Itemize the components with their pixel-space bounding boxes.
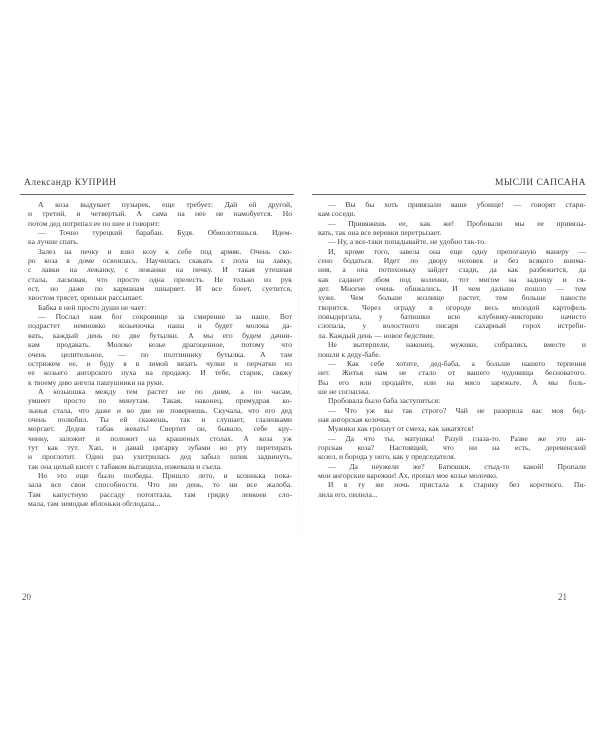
text-line: ная ангорская козочка. [318, 414, 391, 424]
text-line: ния, а она потихоньку зайдет сзади, да как разбежится, да [318, 265, 586, 275]
book-gutter [298, 170, 299, 610]
text-line: ка лучше спать. [28, 237, 79, 247]
right-running-head-text: МЫСЛИ САПСАНА [494, 178, 586, 188]
text-line: с лавки на лежанку, с лежанки на печку. И такая утешная [28, 265, 292, 275]
text-line: сено бодаться. Идет по двору человек и без всякого внима- [318, 256, 586, 266]
text-line: пошли к деду-бабе. [318, 349, 381, 359]
text-line: ше не согласны. [318, 386, 370, 396]
text-line: зынья стала, что даже и во две не повернешь. Скучала, что его дед [28, 405, 292, 415]
text-line: И в ту же ночь пристала к старику без короткого. Пи- [328, 480, 586, 490]
text-line: Но это еще было полбеды. Пришло лето, и козинька пока- [38, 470, 292, 480]
text-line: подрастет немножко козьеночка наша и будет молока да- [28, 321, 292, 331]
text-line: слопала, у волостного писаря сахарный горох истреби- [318, 321, 586, 331]
left-body-text [28, 200, 292, 508]
text-line: козел, и борода у него, как у председателя. [318, 452, 456, 462]
text-line: лила его, пилила... [318, 489, 378, 499]
text-line: ро коза в доме освоилась. Научилась скакать с пола на лавку, [28, 256, 292, 266]
text-line: мои ангорские варежки! Ах, пропал мое козье молочко. [318, 470, 498, 480]
text-line: очень целительное, — по полтиннику бутылка. А там [28, 349, 292, 359]
text-line: Не вытерпели, наконец, мужики, собрались вместе и [328, 340, 586, 350]
text-line: мала, там зимодые яблоньки обглодала... [28, 499, 161, 508]
text-line: ест, но даже по карманам шныряет. И все блеет, суетится, [28, 284, 292, 294]
text-line: умнеет просто по минутам. Такая, наконец, премудрая ко- [28, 396, 292, 406]
text-line: дет. Многие очень обижались. И чем дальше пошло — тем [318, 284, 586, 294]
text-line: — Что уж вы так строго? Чай не разорила вас моя бед- [328, 405, 586, 415]
left-header-rule [20, 194, 294, 195]
right-page [312, 178, 586, 499]
right-body-text [318, 200, 586, 499]
text-line: ла. Каждый день — новое бедствие. [318, 330, 435, 340]
text-line: к твоему дню ангела пашушники на руки. [28, 377, 164, 387]
text-line: очень полюбил. Ты ей скажешь, так и слушает, глазенками [28, 414, 292, 424]
left-page-number: 20 [22, 592, 31, 602]
text-line: А коза выдувает пузырек, еще требует: Дай ей другой, [38, 200, 292, 209]
left-running-head [20, 178, 294, 194]
text-line: так она целый кисет с табаком вытащила, изжевала и съела. [28, 461, 222, 471]
left-running-head-text: Александр КУПРИН [24, 178, 117, 188]
text-line: вать, каждый день по две бутылки. А мы его будем дачни- [28, 330, 292, 340]
text-line: стала, ласковая, что просто одна прелесть. Не только из рук [28, 274, 292, 284]
text-line: Вы его или продайте, или на мясо зарежьте. А мы боль- [318, 377, 586, 387]
text-line: нет. Житья нам не стало от вашего чудовища бесноватого. [318, 368, 586, 378]
text-line: — Да что ты, матушка! Разуй глаза-то. Разве же это ан- [328, 433, 586, 443]
text-line: Пробовала было баба заступиться: [328, 396, 441, 406]
text-line: горская коза? Настоящий, что ни на есть, деревенский [318, 442, 586, 452]
text-line: и третий, и четвертый. А сама на нее не намобуется. Но [28, 209, 292, 219]
text-line: — Ну, а все-таки попадывайте, не удобно так-то. [328, 237, 486, 247]
text-line: и проглотит. Один раз ухитрилась дед забыл шпик задвинуть, [28, 452, 292, 462]
text-line: повыдергала, у батюшки всю клубнику-викторию начисто [318, 312, 586, 322]
text-line: — Послал нам бог сокровище за смирение за наше. Вот [38, 312, 292, 322]
text-line: хвостом трясет, ореньки рассыпает. [28, 293, 143, 303]
text-line: — Привяжешь ее, как же! Пробовали мы ее привязы- [328, 218, 586, 228]
text-line: — Вы бы хоть привязали ваше убоище! — говорят стари- [328, 200, 586, 209]
left-page [20, 178, 294, 508]
text-line: моргает. Дедов табак жевать! Свертит он, бывало, себе кру- [28, 424, 292, 434]
text-line: — Как себе хотите, дед-баба, а больше нашего терпения [328, 358, 586, 368]
text-line: хуже. Чем больше козлище растет, тем больше пакости [318, 293, 586, 303]
right-running-head [312, 178, 586, 194]
text-line: — Да неужели же? Батюшки, стыд-то какой! Пропали [328, 461, 586, 471]
text-line: потом дед потрепал ее по шее и говорит: [28, 218, 160, 228]
text-line: чинку, заложит и положит на крашеных столах. А коза уж [28, 433, 292, 443]
text-line: Там капустную рассаду потоптала, там грядку левкоев сло- [28, 489, 292, 499]
text-line: кам продавать. Молоко козье драгоценное, потому что [28, 340, 292, 350]
text-line: зала все свои способности. Что ни день, то ни все жалоба. [28, 480, 292, 490]
text-line: кам соседи. [318, 209, 356, 219]
text-line: острижем ее, и буду я в зимой вязать чулки и перчатки из [28, 358, 292, 368]
text-line: Залез на печку и взял козу к себе под армяк. Очень ско- [38, 246, 292, 256]
text-line: А козьюшка между тем растет не по дням, а по часам, [38, 386, 292, 396]
text-line: И, кроме того, завела она еще одну препоганую манеру — [328, 246, 586, 256]
right-page-number: 21 [558, 592, 567, 602]
text-line: Бабка в ней просто души не чает: [38, 302, 147, 312]
text-line: ее козьего ангорского пуха на продажу. И тебе, старик, свяжу [28, 368, 292, 378]
text-line: — Точно турецкий барабан. Будя. Обмолотишься. Идем- [38, 228, 292, 238]
text-line: как саданет лбом под коленки, тот мигом на задницу и ся- [318, 274, 586, 284]
right-header-rule [312, 194, 586, 195]
text-line: творится. Через ограду в огороде весь молодой картофель [318, 302, 586, 312]
text-line: вать, так она все веревки перетрызает. [318, 228, 442, 238]
text-line: Мужики как грохнут от смеха, как закатятся! [328, 424, 474, 434]
text-line: тут как тут. Хап, и давай цигарку зубами во рту перетирать [28, 442, 292, 452]
